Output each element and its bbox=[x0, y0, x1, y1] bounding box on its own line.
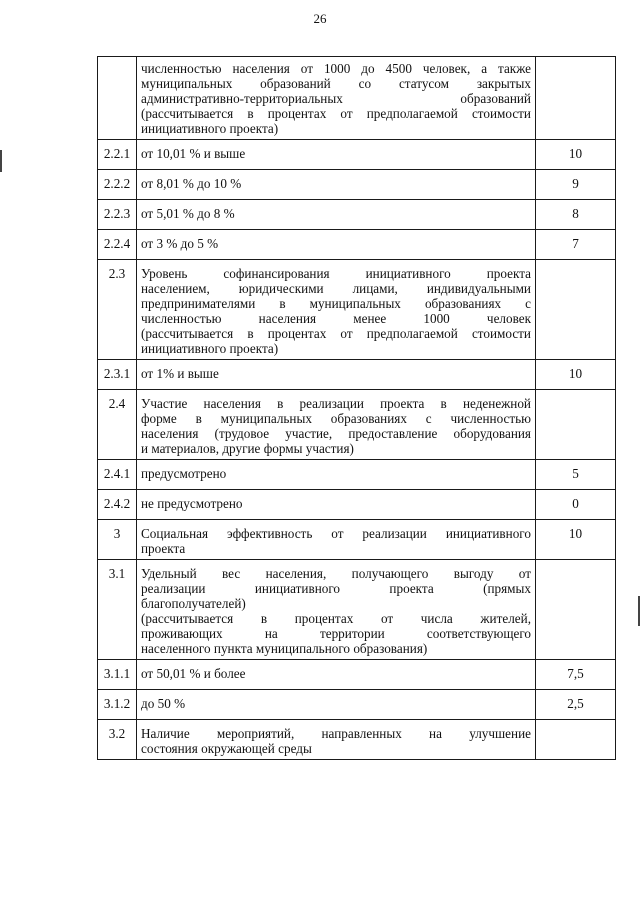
row-description bbox=[137, 260, 536, 360]
table-row bbox=[98, 520, 616, 560]
description-line: инициативного проекта) bbox=[141, 121, 279, 136]
description-line: инициативного проекта) bbox=[141, 341, 279, 356]
row-description bbox=[137, 690, 536, 720]
description-line: Удельный вес населения, получающего выгоду от bbox=[141, 566, 531, 581]
row-number: 3.2 bbox=[98, 720, 137, 760]
table-row bbox=[98, 170, 616, 200]
table-row bbox=[98, 140, 616, 170]
row-points: 10 bbox=[536, 520, 616, 560]
description-line: административно-территориальных образований bbox=[141, 91, 531, 106]
row-description bbox=[137, 660, 536, 690]
description-line: от 5,01 % до 8 % bbox=[141, 206, 235, 221]
description-line: проживающих на территории соответствующего bbox=[141, 626, 531, 641]
row-description bbox=[137, 460, 536, 490]
row-points: 5 bbox=[536, 460, 616, 490]
description-line: населенного пункта муниципального образования) bbox=[141, 641, 428, 656]
row-description bbox=[137, 720, 536, 760]
row-number: 2.2.4 bbox=[98, 230, 137, 260]
table-row bbox=[98, 230, 616, 260]
description-line: Участие населения в реализации проекта в неденежной bbox=[141, 396, 531, 411]
description-line: состояния окружающей среды bbox=[141, 741, 312, 756]
description-line: от 8,01 % до 10 % bbox=[141, 176, 242, 191]
row-points: 10 bbox=[536, 360, 616, 390]
row-description bbox=[137, 230, 536, 260]
row-points bbox=[536, 390, 616, 460]
row-description bbox=[137, 520, 536, 560]
description-line: от 10,01 % и выше bbox=[141, 146, 246, 161]
criteria-table-body bbox=[98, 57, 616, 760]
description-line: предпринимателями в муниципальных образованиях с bbox=[141, 296, 531, 311]
table-row bbox=[98, 720, 616, 760]
table-row bbox=[98, 460, 616, 490]
row-number: 3.1 bbox=[98, 560, 137, 660]
page-number: 26 bbox=[313, 11, 327, 26]
row-number: 2.2.1 bbox=[98, 140, 137, 170]
description-line: не предусмотрено bbox=[141, 496, 243, 511]
description-line: Уровень софинансирования инициативного проекта bbox=[141, 266, 531, 281]
row-number: 2.3 bbox=[98, 260, 137, 360]
row-points: 8 bbox=[536, 200, 616, 230]
row-number: 2.4.1 bbox=[98, 460, 137, 490]
table-row bbox=[98, 260, 616, 360]
description-line: (рассчитывается в процентах от числа жителей, bbox=[141, 611, 531, 626]
row-description bbox=[137, 360, 536, 390]
table-row bbox=[98, 490, 616, 520]
description-line: (рассчитывается в процентах от предполагаемой стоимости bbox=[141, 106, 531, 121]
description-line: от 3 % до 5 % bbox=[141, 236, 219, 251]
description-line: Социальная эффективность от реализации инициативного bbox=[141, 526, 531, 541]
description-line: (рассчитывается в процентах от предполагаемой стоимости bbox=[141, 326, 531, 341]
description-line: благополучателей) bbox=[141, 596, 246, 611]
row-number: 2.4 bbox=[98, 390, 137, 460]
table-row bbox=[98, 390, 616, 460]
row-description bbox=[137, 390, 536, 460]
description-line: предусмотрено bbox=[141, 466, 227, 481]
row-points: 7,5 bbox=[536, 660, 616, 690]
row-number: 2.2.2 bbox=[98, 170, 137, 200]
row-points: 9 bbox=[536, 170, 616, 200]
description-line: реализации инициативного проекта (прямых bbox=[141, 581, 531, 596]
description-line: проекта bbox=[141, 541, 186, 556]
description-line: населением, юридическими лицами, индивидуальными bbox=[141, 281, 531, 296]
description-line: численностью населения от 1000 до 4500 человек, а также bbox=[141, 61, 531, 76]
row-points bbox=[536, 560, 616, 660]
description-line: от 50,01 % и более bbox=[141, 666, 246, 681]
row-description bbox=[137, 57, 536, 140]
table-row bbox=[98, 360, 616, 390]
table-row bbox=[98, 660, 616, 690]
description-line: населения (трудовое участие, предоставление оборудования bbox=[141, 426, 531, 441]
row-description bbox=[137, 140, 536, 170]
row-points bbox=[536, 57, 616, 140]
row-points: 10 bbox=[536, 140, 616, 170]
table-row bbox=[98, 690, 616, 720]
row-description bbox=[137, 200, 536, 230]
row-points: 7 bbox=[536, 230, 616, 260]
table-row bbox=[98, 200, 616, 230]
table-row bbox=[98, 560, 616, 660]
description-line: муниципальных образований со статусом закрытых bbox=[141, 76, 531, 91]
row-points bbox=[536, 720, 616, 760]
row-description bbox=[137, 560, 536, 660]
row-points bbox=[536, 260, 616, 360]
row-description bbox=[137, 170, 536, 200]
row-number: 2.2.3 bbox=[98, 200, 137, 230]
criteria-table bbox=[97, 56, 616, 760]
description-line: от 1% и выше bbox=[141, 366, 219, 381]
row-number bbox=[98, 57, 137, 140]
row-number: 2.4.2 bbox=[98, 490, 137, 520]
description-line: форме в муниципальных образованиях с численностью bbox=[141, 411, 531, 426]
description-line: численностью населения менее 1000 человек bbox=[141, 311, 531, 326]
table-row bbox=[98, 57, 616, 140]
scan-edge-mark-left bbox=[0, 150, 2, 172]
row-number: 3.1.2 bbox=[98, 690, 137, 720]
row-description bbox=[137, 490, 536, 520]
row-number: 2.3.1 bbox=[98, 360, 137, 390]
row-number: 3.1.1 bbox=[98, 660, 137, 690]
description-line: Наличие мероприятий, направленных на улучшение bbox=[141, 726, 531, 741]
description-line: и материалов, другие формы участия) bbox=[141, 441, 354, 456]
row-points: 2,5 bbox=[536, 690, 616, 720]
row-number: 3 bbox=[98, 520, 137, 560]
row-points: 0 bbox=[536, 490, 616, 520]
description-line: до 50 % bbox=[141, 696, 186, 711]
